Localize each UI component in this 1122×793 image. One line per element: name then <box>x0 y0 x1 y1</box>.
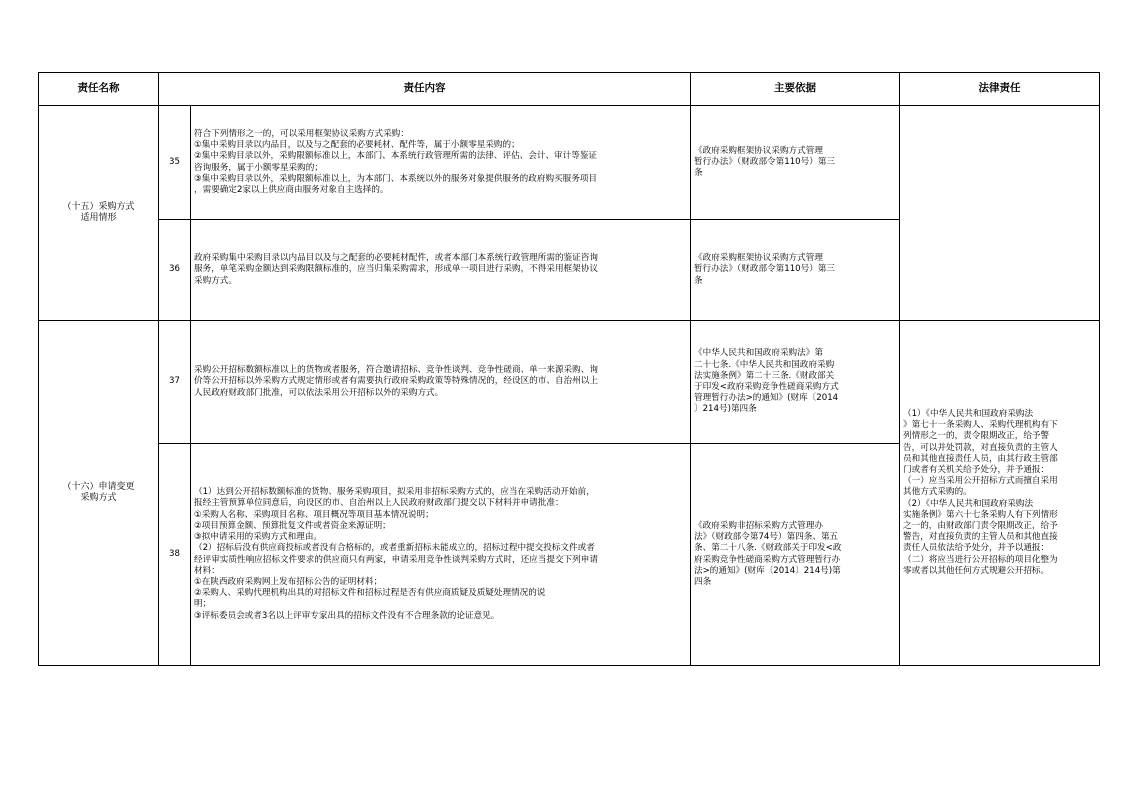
text-line: 二十七条.《中华人民共和国政府采购 <box>694 359 835 370</box>
row-number: 36 <box>159 220 191 321</box>
text-line: ①采购人名称、采购项目名称、项目概况等项目基本情况说明； <box>194 509 434 520</box>
text-line: 告，可以并处罚款，对直接负责的主管人 <box>903 442 1058 453</box>
group-name: （十六）申请变更 采购方式 <box>62 481 135 503</box>
text-line: 于印发<政府采购竞争性磋商采购方式 <box>694 382 839 392</box>
text-line: 法》（财政部令第74号）第四条、第五 <box>694 532 839 543</box>
text-line: 采购公开招标数额标准以上的货物或者服务，符合邀请招标、竞争性谈判、竞争性磋商、单一来源采购、询 <box>194 365 598 376</box>
row-number: 37 <box>159 321 191 444</box>
text-line: 《政府采购框架协议采购方式管理 <box>694 145 823 156</box>
text-line: 《政府采购框架协议采购方式管理 <box>694 253 823 264</box>
row-content <box>191 321 691 444</box>
responsibility-table <box>38 72 1100 666</box>
text-line: 价等公开招标以外采购方式规定情形或者有需要执行政府采购政策等特殊情况的，经设区的市、自治州以上 <box>194 376 598 387</box>
text-line: 符合下列情形之一的，可以采用框架协议采购方式采购： <box>194 128 409 139</box>
text-line: 四条 <box>694 576 712 587</box>
text-line: 《政府采购非招标采购方式管理办 <box>694 520 823 531</box>
row-number: 38 <box>159 444 191 666</box>
text-line: 报经主管预算单位同意后，向设区的市、自治州以上人民政府财政部门提交以下材料并申请批准： <box>194 498 564 509</box>
header-content: 责任内容 <box>159 73 691 106</box>
row-content <box>191 106 691 220</box>
text-line: ③评标委员会或者3名以上评审专家出具的招标文件没有不合理条款的论证意见。 <box>194 610 500 621</box>
text-line: ③集中采购目录以外，采购限额标准以上，为本部门、本系统以外的服务对象提供服务的政府购买服务项目 <box>194 173 598 184</box>
text-line: （1）达到公开招标数额标准的货物、服务采购项目，拟采用非招标采购方式的，应当在采购活动开始前， <box>194 487 595 498</box>
text-line: ①集中采购目录以内品目，以及与之配套的必要耗材、配件等，属于小额零星采购的； <box>194 140 520 151</box>
text-line: （2）招标后没有供应商投标或者没有合格标的，或者重新招标未能成立的，招标过程中提交投标文件或者 <box>194 543 595 554</box>
text-line: 咨询服务，属于小额零星采购的； <box>194 162 323 173</box>
text-line: 零或者以其他任何方式规避公开招标。 <box>903 565 1050 576</box>
text-line: 明； <box>194 599 212 610</box>
group-name-cell <box>39 106 159 321</box>
text-line: 经评审实质性响应招标文件要求的供应商只有两家，申请采用竞争性谈判采购方式时，还应当提交下列申请 <box>194 554 598 565</box>
table-row <box>39 321 1100 444</box>
group-name-cell <box>39 321 159 666</box>
row-basis <box>691 106 900 220</box>
table-row <box>39 106 1100 220</box>
text-line: 条 <box>694 275 703 286</box>
text-line: ①在陕西政府采购网上发布招标公告的证明材料； <box>194 576 383 587</box>
text-line: ，需要确定2家以上供应商由服务对象自主选择的。 <box>194 184 389 195</box>
text-line: 警告，对直接负责的主管人员和其他直接 <box>903 532 1058 543</box>
text-line: （一）应当采用公开招标方式而擅自采用 <box>903 476 1058 487</box>
text-line: 采购方式。 <box>194 275 237 286</box>
text-line: 其他方式采购的。 <box>903 487 972 498</box>
text-line: ③拟申请采用的采购方式和理由。 <box>194 532 323 543</box>
text-line: 暂行办法》（财政部令第110号）第三 <box>694 156 836 167</box>
row-content <box>191 220 691 321</box>
text-line: ②集中采购目录以外，采购限额标准以上，本部门、本系统行政管理所需的法律、评估、会计、审计等鉴证 <box>194 151 598 162</box>
text-line: ②项目预算金额、预算批复文件或者资金来源证明； <box>194 520 391 531</box>
text-line: （二）将应当进行公开招标的项目化整为 <box>903 554 1058 565</box>
text-line: 政府采购集中采购目录以内品目以及与之配套的必要耗材配件，或者本部门本系统行政管理所需的鉴证咨询 <box>194 253 598 264</box>
text-line: 实施条例》第六十七条采购人有下列情形 <box>903 509 1058 520</box>
text-line: 条 <box>694 168 703 179</box>
row-number: 35 <box>159 106 191 220</box>
text-line: 人民政府财政部门批准，可以依法采用公开招标以外的采购方式。 <box>194 387 444 398</box>
row-basis <box>691 444 900 666</box>
group-name: （十五）采购方式 适用情形 <box>62 201 135 223</box>
text-line: 之一的，由财政部门责令限期改正，给予 <box>903 521 1058 531</box>
text-line: 门或者有关机关给予处分，并予通报： <box>903 464 1050 475</box>
text-line: 《中华人民共和国政府采购法》第 <box>694 348 823 359</box>
text-line: 服务，单笔采购金额达到采购限额标准的，应当归集采购需求，形成单一项目进行采购，不得采用框架协议 <box>194 264 598 275</box>
text-line: 府采购竞争性磋商采购方式管理暂行办 <box>694 554 841 565</box>
text-line: 材料： <box>194 565 220 576</box>
text-line: 〕214号)第四条 <box>694 404 757 415</box>
text-line: 列情形之一的，责令限期改正，给予警 <box>903 431 1050 442</box>
text-line: 责任人员依法给予处分，并予以通报： <box>903 543 1050 554</box>
text-line: ②采购人、采购代理机构出具的对招标文件和招标过程是否有供应商质疑及质疑处理情况的说 <box>194 588 546 599</box>
table-header-row <box>39 73 1100 106</box>
text-line: 法实施条例》第二十三条.《财政部关 <box>694 370 835 381</box>
text-line: 法>的通知》(财库〔2014〕214号)第 <box>694 565 841 576</box>
liability-cell <box>900 321 1100 666</box>
liability-cell-empty <box>900 106 1100 321</box>
text-line: （1）《中华人民共和国政府采购法 <box>903 408 1034 419</box>
text-line: 管理暂行办法>的通知》(财库〔2014 <box>694 393 839 404</box>
header-basis: 主要依据 <box>691 73 900 106</box>
text-line: 》第七十一条采购人、采购代理机构有下 <box>903 420 1058 431</box>
header-name: 责任名称 <box>39 73 159 106</box>
text-line: 员和其他直接责任人员，由其行政主管部 <box>903 453 1058 464</box>
text-line: 暂行办法》（财政部令第110号）第三 <box>694 264 836 275</box>
header-liability: 法律责任 <box>900 73 1100 106</box>
row-content <box>191 444 691 666</box>
text-line: 条、第二十八条.《财政部关于印发<政 <box>694 543 842 554</box>
row-basis <box>691 321 900 444</box>
text-line: （2）《中华人民共和国政府采购法 <box>903 498 1034 509</box>
row-basis <box>691 220 900 321</box>
